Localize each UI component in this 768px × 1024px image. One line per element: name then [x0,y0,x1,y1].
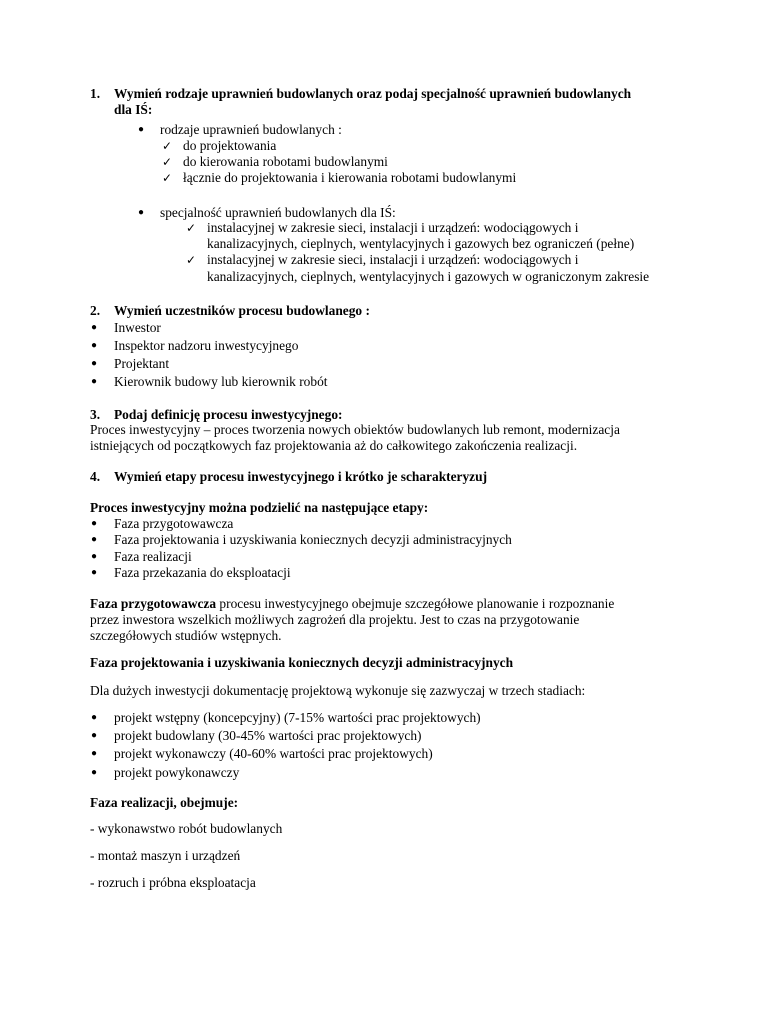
bullet-icon: ● [91,376,98,387]
q2-item: Inspektor nadzoru inwestycyjnego [114,338,299,353]
q2-number: 2. [90,303,101,318]
q4-prep-text: procesu inwestycyjnego obejmuje szczegółowe planowanie i rozpoznanie [216,596,615,611]
q4-prep-line3: szczegółowych studiów wstępnych. [90,628,282,643]
q4-design-item: projekt wstępny (koncepcyjny) (7-15% wartości prac projektowych) [114,710,481,725]
bullet-icon: ● [91,567,98,578]
checkmark-icon: ✓ [186,253,197,267]
bullet-icon: ● [91,322,98,333]
q4-number: 4. [90,469,101,484]
q4-stages-heading: Proces inwestycyjny można podzielić na następujące etapy: [90,500,429,515]
checkmark-icon: ✓ [162,155,173,169]
q3-title: Podaj definicję procesu inwestycyjnego: [114,407,343,422]
bullet-icon: ● [91,534,98,545]
q1-bullet-types: rodzaje uprawnień budowlanych : [160,122,342,137]
q3-definition-line2: istniejących od początkowych faz projektowania aż do całkowitego zakończenia realizacji. [90,438,578,453]
q4-realization-item: - wykonawstwo robót budowlanych [90,821,283,836]
bullet-icon: ● [91,712,98,723]
bullet-icon: ● [91,518,98,529]
q1-title-line2: dla IŚ: [114,102,153,117]
q4-design-heading: Faza projektowania i uzyskiwania koniecznych decyzji administracyjnych [90,655,514,670]
q1-spec-line: kanalizacyjnych, cieplnych, wentylacyjnych i gazowych w ograniczonym zakresie [207,269,650,284]
q1-title-line1: Wymień rodzaje uprawnień budowlanych oraz podaj specjalność uprawnień budowlanych [114,86,632,101]
checkmark-icon: ✓ [162,139,173,153]
q4-prep-line2: przez inwestora wszelkich możliwych zagrożeń dla projektu. Jest to czas na przygotowanie [90,612,580,627]
q1-type-item: do kierowania robotami budowlanymi [183,154,388,169]
bullet-icon: ● [91,730,98,741]
q2-item: Projektant [114,356,170,371]
bullet-icon: ● [91,340,98,351]
q1-type-item: do projektowania [183,138,277,153]
bullet-icon: ● [91,551,98,562]
q4-stage-item: Faza przygotowawcza [114,516,234,531]
q4-design-intro: Dla dużych inwestycji dokumentację projektową wykonuje się zazwyczaj w trzech stadiach: [90,683,586,698]
checkmark-icon: ✓ [186,221,197,235]
q4-stage-item: Faza realizacji [114,549,192,564]
bullet-icon: ● [138,207,145,218]
bullet-icon: ● [138,124,145,135]
q2-title: Wymień uczestników procesu budowlanego : [114,303,370,318]
q4-stage-item: Faza projektowania i uzyskiwania koniecznych decyzji administracyjnych [114,532,512,547]
q1-bullet-spec: specjalność uprawnień budowlanych dla IŚ: [160,205,396,220]
q1-type-item: łącznie do projektowania i kierowania robotami budowlanymi [183,170,517,185]
q4-stage-item: Faza przekazania do eksploatacji [114,565,291,580]
q4-realization-heading: Faza realizacji, obejmuje: [90,795,239,810]
q4-realization-item: - montaż maszyn i urządzeń [90,848,241,863]
q2-item: Inwestor [114,320,161,335]
q3-definition-line1: Proces inwestycyjny – proces tworzenia nowych obiektów budowlanych lub remont, modernizacja [90,422,620,437]
q1-spec-line: instalacyjnej w zakresie sieci, instalacji i urządzeń: wodociągowych i [207,252,579,267]
q4-prep-bold: Faza przygotowawcza [90,596,217,611]
q3-number: 3. [90,407,101,422]
q4-design-item: projekt budowlany (30-45% wartości prac projektowych) [114,728,422,743]
checkmark-icon: ✓ [162,171,173,185]
q1-spec-line: kanalizacyjnych, cieplnych, wentylacyjnych i gazowych bez ograniczeń (pełne) [207,236,635,251]
q4-design-item: projekt powykonawczy [114,765,240,780]
q1-number: 1. [90,86,101,101]
bullet-icon: ● [91,748,98,759]
q1-spec-line: instalacyjnej w zakresie sieci, instalacji i urządzeń: wodociągowych i [207,220,579,235]
bullet-icon: ● [91,358,98,369]
q4-realization-item: - rozruch i próbna eksploatacja [90,875,256,890]
bullet-icon: ● [91,767,98,778]
q4-design-item: projekt wykonawczy (40-60% wartości prac projektowych) [114,746,433,761]
q2-item: Kierownik budowy lub kierownik robót [114,374,328,389]
q4-title: Wymień etapy procesu inwestycyjnego i krótko je scharakteryzuj [114,469,488,484]
q4-prep-line1 [90,596,614,612]
